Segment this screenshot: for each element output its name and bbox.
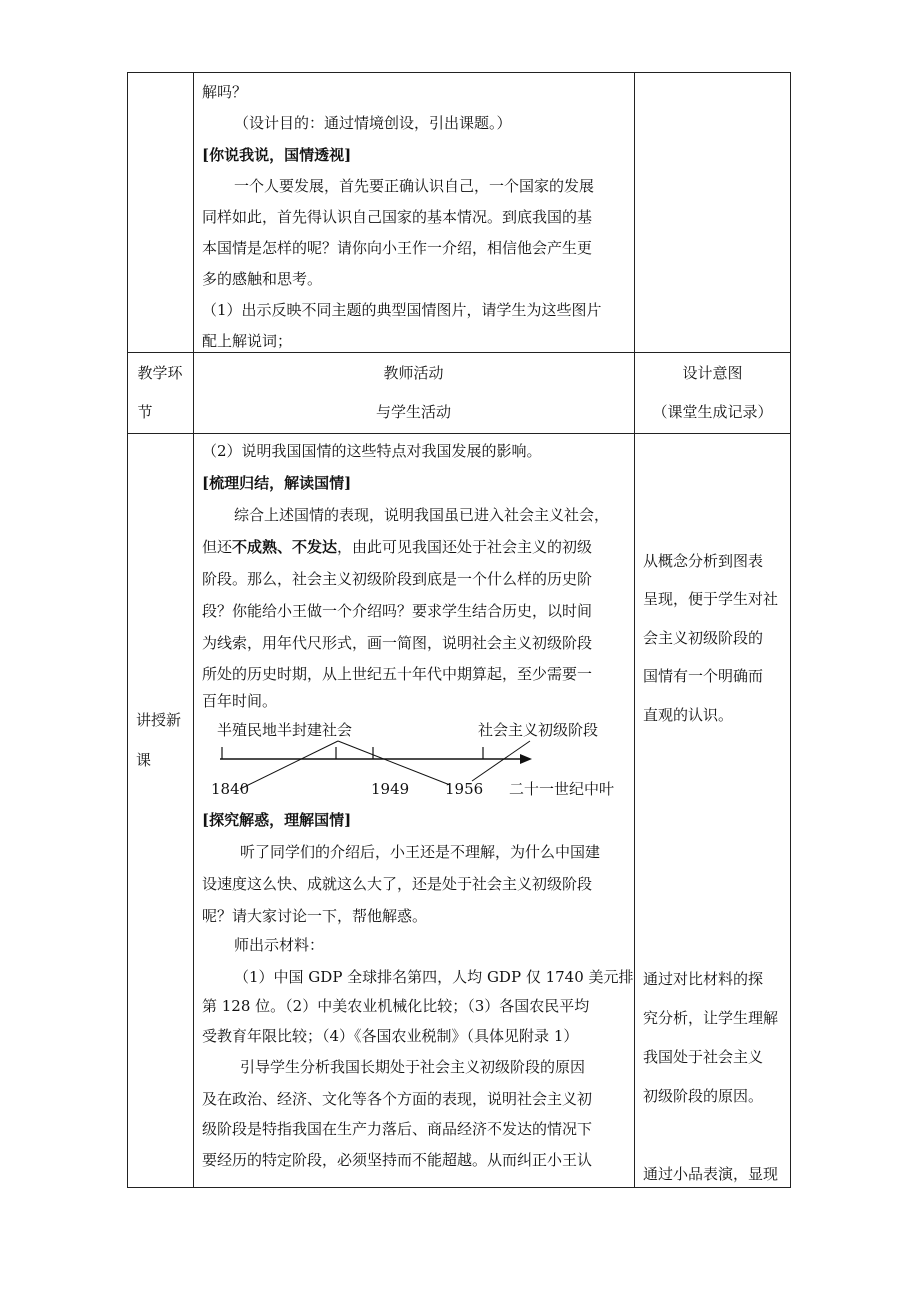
timeline-year-end: 二十一世纪中叶: [509, 780, 615, 798]
text-line-emphasis: [202, 539, 592, 556]
header-col2-cont: 与学生活动: [375, 403, 451, 421]
text-line: 阶段。那么，社会主义初级阶段到底是一个什么样的历史阶: [202, 570, 593, 588]
row-divider: [128, 352, 790, 353]
timeline-year-1956: 1956: [445, 780, 484, 798]
emphasis-text: 不成熟、不发达: [232, 538, 338, 556]
text-line: 配上解说词；: [202, 332, 293, 350]
note-line: 呈现，便于学生对社: [643, 590, 779, 608]
section-heading: [探究解惑，理解国情]: [202, 811, 352, 829]
text-line: （2）说明我国国情的这些特点对我国发展的影响。: [202, 442, 542, 460]
header-col3: 设计意图: [682, 364, 743, 382]
text-line: 百年时间。: [202, 692, 278, 710]
timeline-label-left: 半殖民地半封建社会: [217, 721, 353, 739]
text-line: 为线索，用年代尺形式，画一简图，说明社会主义初级阶段: [202, 634, 593, 652]
section-heading: [你说我说，国情透视]: [202, 146, 352, 164]
text-line: 要经历的特定阶段，必须坚持而不能超越。从而纠正小王认: [202, 1151, 593, 1169]
section-heading: [梳理归结，解读国情]: [202, 474, 352, 492]
text-line: 师出示材料：: [234, 936, 325, 954]
text-line: 听了同学们的介绍后，小王还是不理解，为什么中国建: [240, 843, 601, 861]
header-col1-cont: 节: [137, 403, 153, 421]
header-col3-cont: （课堂生成记录）: [652, 403, 773, 421]
text-line: 呢？请大家讨论一下，帮他解惑。: [202, 907, 428, 925]
text-line: （设计目的：通过情境创设，引出课题。）: [234, 114, 512, 132]
text-line: 同样如此，首先得认识自己国家的基本情况。到底我国的基: [202, 208, 593, 226]
note-line: 国情有一个明确而: [643, 667, 764, 685]
text-line: （1）中国 GDP 全球排名第四，人均 GDP 仅 1740 美元排: [234, 968, 634, 986]
text-line: （1）出示反映不同主题的典型国情图片，请学生为这些图片: [202, 301, 602, 319]
note-line: 会主义初级阶段的: [643, 629, 764, 647]
timeline-year-1949: 1949: [371, 780, 410, 798]
row-divider: [128, 433, 790, 434]
text-line: 解吗？: [202, 83, 248, 101]
note-line: 直观的认识。: [643, 706, 734, 724]
note-line: 从概念分析到图表: [643, 552, 764, 570]
header-col1: 教学环: [137, 364, 183, 382]
bracket-line: [338, 741, 450, 785]
text-line: 第 128 位。（2）中美农业机械化比较；（3）各国农民平均: [202, 997, 590, 1015]
note-line: 通过小品表演，显现: [643, 1165, 779, 1183]
text-line: 设速度这么快、成就这么大了，还是处于社会主义初级阶段: [202, 875, 593, 893]
column-divider: [634, 73, 635, 1187]
header-col2: 教师活动: [383, 364, 444, 382]
note-line: 究分析，让学生理解: [643, 1009, 779, 1027]
note-line: 我国处于社会主义: [643, 1048, 764, 1066]
timeline-arrowhead: [520, 754, 532, 764]
text-line: 及在政治、经济、文化等各个方面的表现，说明社会主义初: [202, 1090, 593, 1108]
text-line: 一个人要发展，首先要正确认识自己，一个国家的发展: [234, 177, 595, 195]
text-run: 但还: [202, 538, 233, 556]
timeline-year-1840: 1840: [211, 780, 250, 798]
note-line: 通过对比材料的探: [643, 970, 764, 988]
bracket-line: [240, 741, 338, 789]
note-line: 初级阶段的原因。: [643, 1087, 764, 1105]
text-line: 引导学生分析我国长期处于社会主义初级阶段的原因: [240, 1058, 586, 1076]
timeline-label-right: 社会主义初级阶段: [478, 721, 599, 739]
text-line: 级阶段是特指我国在生产力落后、商品经济不发达的情况下: [202, 1120, 593, 1138]
text-line: 本国情是怎样的呢？请你向小王作一介绍，相信他会产生更: [202, 239, 593, 257]
text-line: 段？你能给小王做一个介绍吗？要求学生结合历史，以时间: [202, 602, 593, 620]
column-divider: [193, 73, 194, 1187]
text-run: ，由此可见我国还处于社会主义的初级: [337, 538, 593, 556]
text-line: 综合上述国情的表现，说明我国虽已进入社会主义社会，: [234, 506, 610, 524]
section-label-cont: 课: [136, 751, 152, 769]
text-line: 多的感触和思考。: [202, 270, 323, 288]
text-line: 受教育年限比较；（4）《各国农业税制》（具体见附录 1）: [202, 1027, 579, 1045]
section-label: 讲授新: [136, 711, 182, 729]
text-line: 所处的历史时期，从上世纪五十年代中期算起，至少需要一: [202, 665, 593, 683]
